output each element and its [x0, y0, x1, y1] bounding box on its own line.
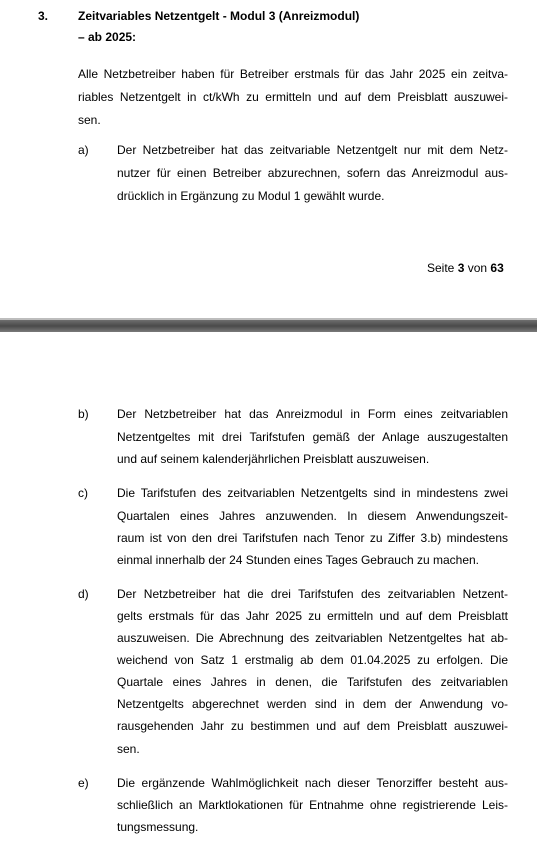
- item-line: Der Netzbetreiber hat das Anreizmodul in Form eines zeitvariablen: [117, 407, 508, 421]
- item-line: gelts erstmals für das Jahr 2025 zu ermitteln und auf dem Preisblatt: [117, 609, 508, 623]
- section-title: Zeitvariables Netzentgelt - Modul 3 (Anreizmodul): [78, 9, 360, 23]
- item-line: Die Tarifstufen des zeitvariablen Netzentgelts sind in mindestens zwei: [117, 486, 508, 500]
- intro-line: riables Netzentgelt in ct/kWh zu ermitteln und auf dem Preisblatt auszuwei-: [78, 90, 508, 104]
- item-line: Netzentgelts abgerechnet werden sind in dem der Anwendung vo-: [117, 697, 508, 711]
- page-separator: [0, 320, 537, 332]
- item-line: Die ergänzende Wahlmöglichkeit nach dieser Tenorziffer besteht aus-: [117, 776, 508, 790]
- item-line: tungsmessung.: [117, 820, 199, 834]
- item-line: nutzer für einen Betreiber abzurechnen, sofern das Anreizmodul aus-: [117, 166, 508, 180]
- page-middle: von: [464, 261, 491, 275]
- item-line: auszuweisen. Die Abrechnung des zeitvariablen Netzentgeltes hat ab-: [117, 631, 508, 645]
- section-subtitle: – ab 2025:: [78, 30, 137, 44]
- item-line: schließlich an Marktlokationen für Entnahme ohne registrierende Leis-: [117, 798, 508, 812]
- page-prefix: Seite: [427, 261, 458, 275]
- page-total: 63: [490, 261, 504, 275]
- item-line: einmal innerhalb der 24 Stunden eines Tages Gebrauch zu machen.: [117, 553, 480, 567]
- item-line: Quartalen eines Jahres anzuwenden. In diesem Anwendungszeit-: [117, 509, 508, 523]
- item-line: Netzentgeltes mit drei Tarifstufen gemäß der Anlage auszugestalten: [117, 430, 508, 444]
- item-label: c): [78, 486, 88, 500]
- intro-line: Alle Netzbetreiber haben für Betreiber erstmals für das Jahr 2025 ein zeitva-: [78, 67, 508, 81]
- section-number: 3.: [38, 9, 49, 23]
- item-line: Der Netzbetreiber hat das zeitvariable Netzentgelt nur mit dem Netz-: [117, 143, 508, 157]
- item-line: Quartale eines Jahres in denen, die Tarifstufen des zeitvariablen: [117, 675, 508, 689]
- item-line: und auf seinem kalenderjährlichen Preisblatt auszuweisen.: [117, 452, 430, 466]
- item-label: e): [78, 776, 89, 790]
- item-label: b): [78, 407, 89, 421]
- item-label: d): [78, 587, 89, 601]
- page-current: 3: [457, 261, 465, 275]
- intro-line: sen.: [78, 113, 101, 127]
- item-line: drücklich in Ergänzung zu Modul 1 gewählt wurde.: [117, 189, 385, 203]
- item-label: a): [78, 143, 89, 157]
- item-line: sen.: [117, 742, 140, 756]
- item-line: Der Netzbetreiber hat die drei Tarifstufen des zeitvariablen Netzent-: [117, 587, 508, 601]
- item-line: raum ist von den drei Tarifstufen nach Tenor zu Ziffer 3.b) mindestens: [117, 531, 508, 545]
- page-footer: [427, 261, 504, 275]
- item-line: rausgehenden Jahr zu bestimmen und auf dem Preisblatt auszuwei-: [117, 719, 508, 733]
- item-line: weichend von Satz 1 erstmalig ab dem 01.04.2025 zu erfolgen. Die: [117, 653, 508, 667]
